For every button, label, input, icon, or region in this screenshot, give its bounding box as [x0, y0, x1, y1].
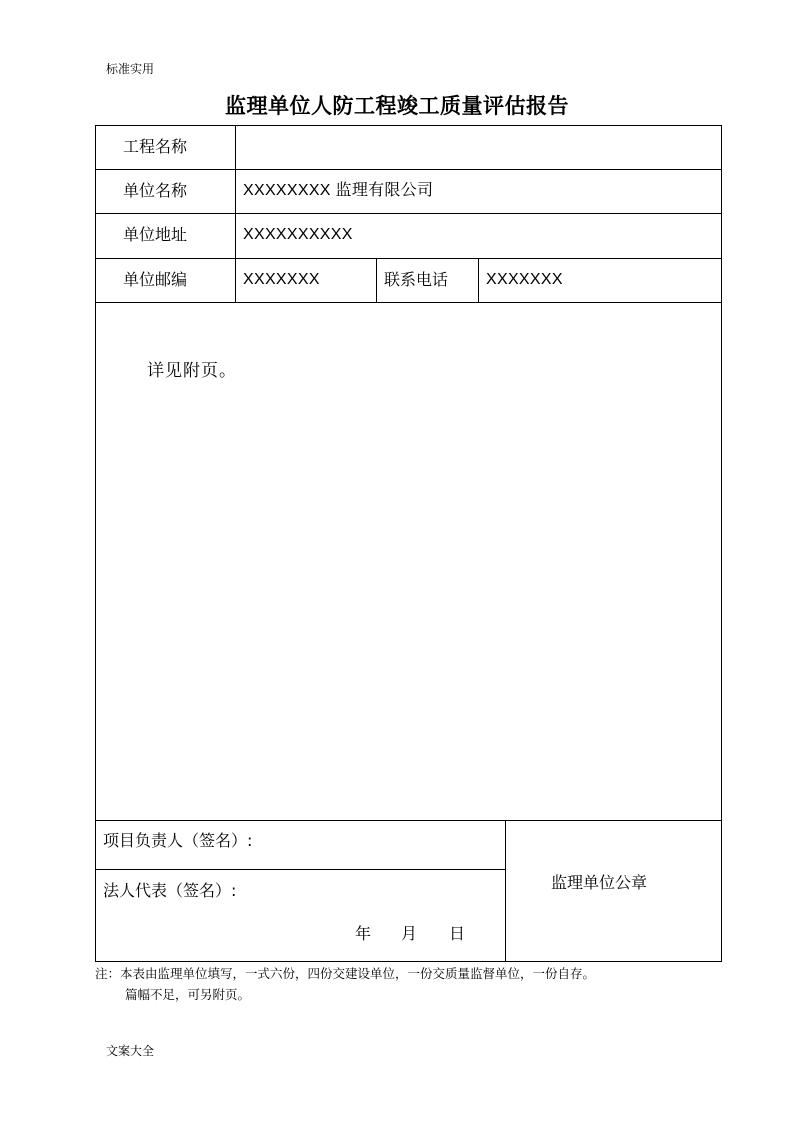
row-divider: [95, 258, 722, 259]
form-notes: [95, 963, 595, 1005]
unit-address-value: XXXXXXXXXX: [243, 226, 353, 243]
phone-label: 联系电话: [384, 270, 449, 289]
unit-address-label: 单位地址: [123, 225, 188, 244]
row-divider: [95, 820, 722, 821]
project-name-label: 工程名称: [123, 137, 188, 156]
body-text: 详见附页。: [147, 361, 237, 381]
postal-code-value: XXXXXXX: [243, 271, 320, 288]
postal-code-label: 单位邮编: [123, 270, 188, 289]
date-month-label: 月: [401, 924, 418, 943]
label-column-divider: [235, 125, 236, 303]
row-divider: [95, 213, 722, 214]
seal-label: 监理单位公章: [551, 873, 648, 892]
form-border-right: [721, 125, 722, 962]
seal-column-divider: [505, 820, 506, 962]
unit-name-label: 单位名称: [123, 181, 188, 200]
report-form: [95, 125, 722, 962]
unit-name-value: XXXXXXXX 监理有限公司: [243, 182, 434, 199]
date-year-label: 年: [355, 924, 372, 943]
note-line: 注：本表由监理单位填写，一式六份，四份交建设单位，一份交质量监督单位，一份自存。: [95, 966, 596, 981]
footer-label: 文案大全: [106, 1044, 155, 1058]
row-divider: [95, 302, 722, 303]
document-title: 监理单位人防工程竣工质量评估报告: [225, 93, 569, 118]
column-divider: [376, 258, 377, 303]
form-border-left: [95, 125, 96, 962]
header-label: 标准实用: [106, 62, 155, 76]
phone-value: XXXXXXX: [486, 271, 563, 288]
note-line: 篇幅不足，可另附页。: [125, 987, 251, 1002]
form-border-bottom: [95, 961, 722, 962]
date-day-label: 日: [449, 924, 466, 943]
row-divider: [95, 869, 505, 870]
project-leader-signature-label: 项目负责人（签名）:: [103, 831, 253, 850]
row-divider: [95, 169, 722, 170]
legal-representative-signature-label: 法人代表（签名）:: [103, 881, 237, 900]
form-border-top: [95, 125, 722, 126]
column-divider: [478, 258, 479, 303]
